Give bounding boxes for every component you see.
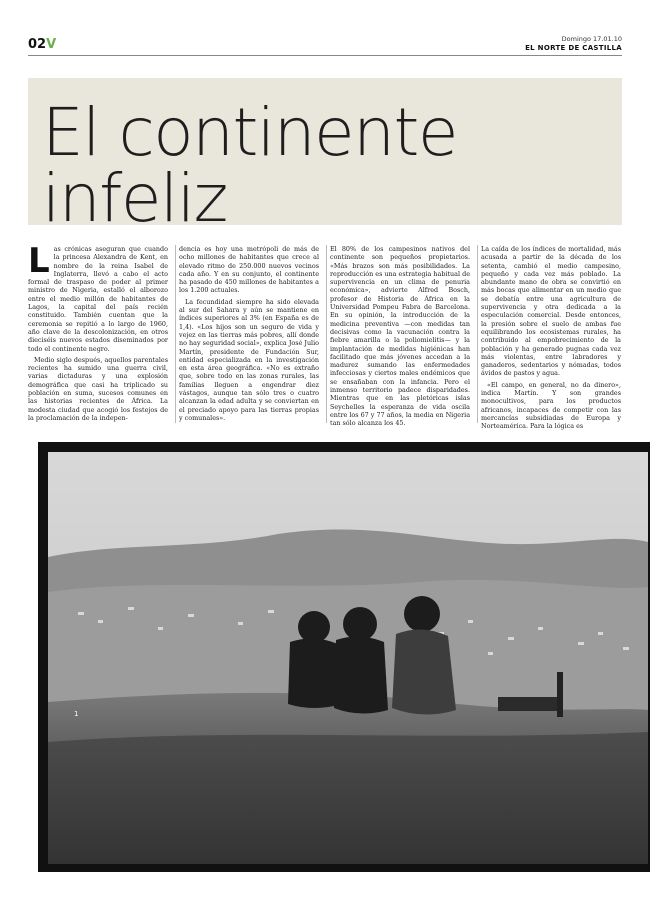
- title-banner: [28, 78, 622, 237]
- column-2: [179, 245, 319, 425]
- paragraph: dencia es hoy una metrópoli de más de ocho millones de habitantes que crece al elevado ritmo de 250.000 nuevos vecinos cada año. Y en su conjunto, el continente ha pasado de 450 millones de habitantes a los 1.200 actuales.: [179, 245, 319, 295]
- drop-cap: L: [28, 241, 50, 281]
- article-body: [28, 241, 622, 431]
- header-rule: [28, 55, 622, 56]
- column-divider: [326, 245, 327, 423]
- column-divider: [477, 245, 478, 423]
- paragraph: as crónicas aseguran que cuando la princesa Alexandra de Kent, en nombre de la reina Isabel de Inglaterra, llevó a cabo el acto formal de traspaso de poder al primer ministro de Nigeria, estalló el alborozo entre el medio millón de habitantes de Lagos, la capital del país recién constituido. También cuentan que la ceremonia se repitió a lo largo de 1960, año clave de la descolonización, en otros dieciséis nuevos estados diseminados por todo el continente negro.: [28, 245, 168, 353]
- photo-caption-number: 1: [74, 710, 79, 718]
- column-1: [28, 241, 168, 425]
- newspaper-name: EL NORTE DE CASTILLA: [525, 44, 622, 52]
- column-divider: [175, 245, 176, 423]
- paragraph: La caída de los índices de mortalidad, más acusada a partir de la década de los setenta, cambió el medio campesino, pequeño y cada vez más poblado. La abundante mano de obra se convirtió en más bocas que alimentar en un medio que se debatía entre una agricultura de supervivencia y otra dedicada a la especulación comercial. Desde entonces, la presión sobre el suelo de ambas fue equilibrando los ecosistemas rurales, ha contribuido al empobrecimiento de la población y ha generado pugnas cada vez más violentas, entre labradores y ganaderos, sedentarios y nómadas, todos ávidos de pastos y agua.: [481, 245, 621, 378]
- paragraph: Medio siglo después, aquellos parentales recientes ha sumido una guerra civil, varias dictaduras y una explosión demográfica que casi ha triplicado su población en suma, sucesos comunes en las historias recientes de África. La modesta ciudad que acogió los festejos de la proclamación de la indepen-: [28, 355, 168, 422]
- issue-date: Domingo 17.01.10: [561, 35, 622, 43]
- section-letter: V: [46, 37, 57, 52]
- page-number: [28, 37, 56, 52]
- column-3: [330, 245, 470, 431]
- page-number-digits: 02: [28, 37, 47, 52]
- article-title: El continente infeliz: [42, 94, 457, 237]
- photo-illustration: [38, 442, 650, 872]
- column-4: [481, 245, 621, 434]
- paragraph: El 80% de los campesinos nativos del continente son pequeños propietarios. «Más brazos son más posibilidades. La reproducción es una estrategia habitual de supervivencia en un clima de penuria económica», advierte Alfred Bosch, profesor de Historia de África en la Universidad Pompeu Fabra de Barcelona. En su opinión, la introducción de la medicina preventiva —con medidas tan decisivas como la vacunación contra la fiebre amarilla o la poliomielitis— y la implantación de medidas higiénicas han facilitado que más jóvenes accedan a la madurez sumando las enfermedades infecciosas y ciertos males endémicos que se ensañaban con la infancia. Pero el inmenso territorio padece disparidades. Mientras que en las pletóricas islas Seychelles la esperanza de vida oscila entre los 67 y 77 años, la media en Nigeria tan sólo alcanza los 45.: [330, 245, 470, 428]
- children-on-hill-photo: [38, 442, 650, 872]
- paragraph: La fecundidad siempre ha sido elevada al sur del Sahara y aún se mantiene en índices superiores al 3% (en España es de 1,4). «Los hijos son un seguro de vida y vejez en las tierras más pobres, allí donde no hay seguridad social», explica José Julio Martín, presidente de Fundación Sur, entidad especializada en la investigación en esta área geográfica. «No es extraño que, sobre todo en las zonas rurales, las familias lleguen a engendrar diez vástagos, aunque tan sólo tres o cuatro alcanzan la edad adulta y se conviertan en el preciado apoyo para las tierras propias y comunales».: [179, 297, 319, 422]
- paragraph: «El campo, en general, no da dinero», indica Martín. Y son grandes monocultivos, para los productos africanos, incapaces de competir con las mercancías subsidiadas de Europa y Norteamérica. Para la lógica es: [481, 380, 621, 431]
- page-header: [28, 34, 622, 56]
